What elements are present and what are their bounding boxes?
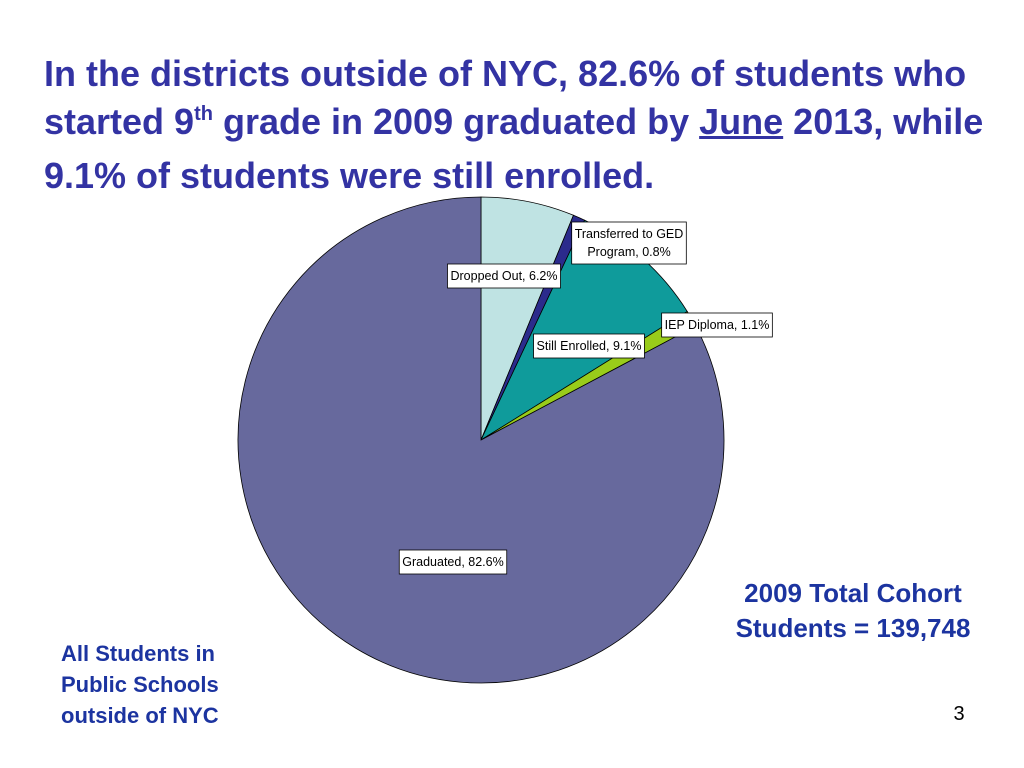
title-underlined-month: June [699,101,784,142]
title-part-1: In the districts outside of NYC, 82.6% of students who started 9 [44,53,967,142]
slice-label [572,222,687,264]
slice-label-text: Dropped Out, 6.2% [450,269,558,283]
slice-label-text: Graduated, 82.6% [402,555,504,569]
slice-label [399,550,506,574]
slice-label-text: IEP Diploma, 1.1% [664,318,770,332]
scope-note-line-2: Public Schools [61,672,219,697]
slice-label-text: Transferred to GED [574,227,684,241]
title-part-3: 2013, while 9.1% of students were still enrolled. [44,101,984,196]
slice-label-text: Still Enrolled, 9.1% [536,339,642,353]
title-superscript: th [194,103,213,125]
scope-note-line-1: All Students in [61,641,215,666]
slice-label [662,313,773,337]
title-part-2: grade in 2009 graduated by [212,101,700,142]
slice-label-text: Program, 0.8% [587,245,671,259]
slice-label [534,334,645,358]
slice-label [447,264,560,288]
slide-number: 3 [953,703,965,725]
cohort-note-line-2: Students = 139,748 [735,613,971,643]
scope-note-line-3: outside of NYC [61,703,219,728]
scope-note [61,638,281,731]
cohort-note-line-1: 2009 Total Cohort [744,578,962,608]
cohort-total-note [716,576,990,646]
